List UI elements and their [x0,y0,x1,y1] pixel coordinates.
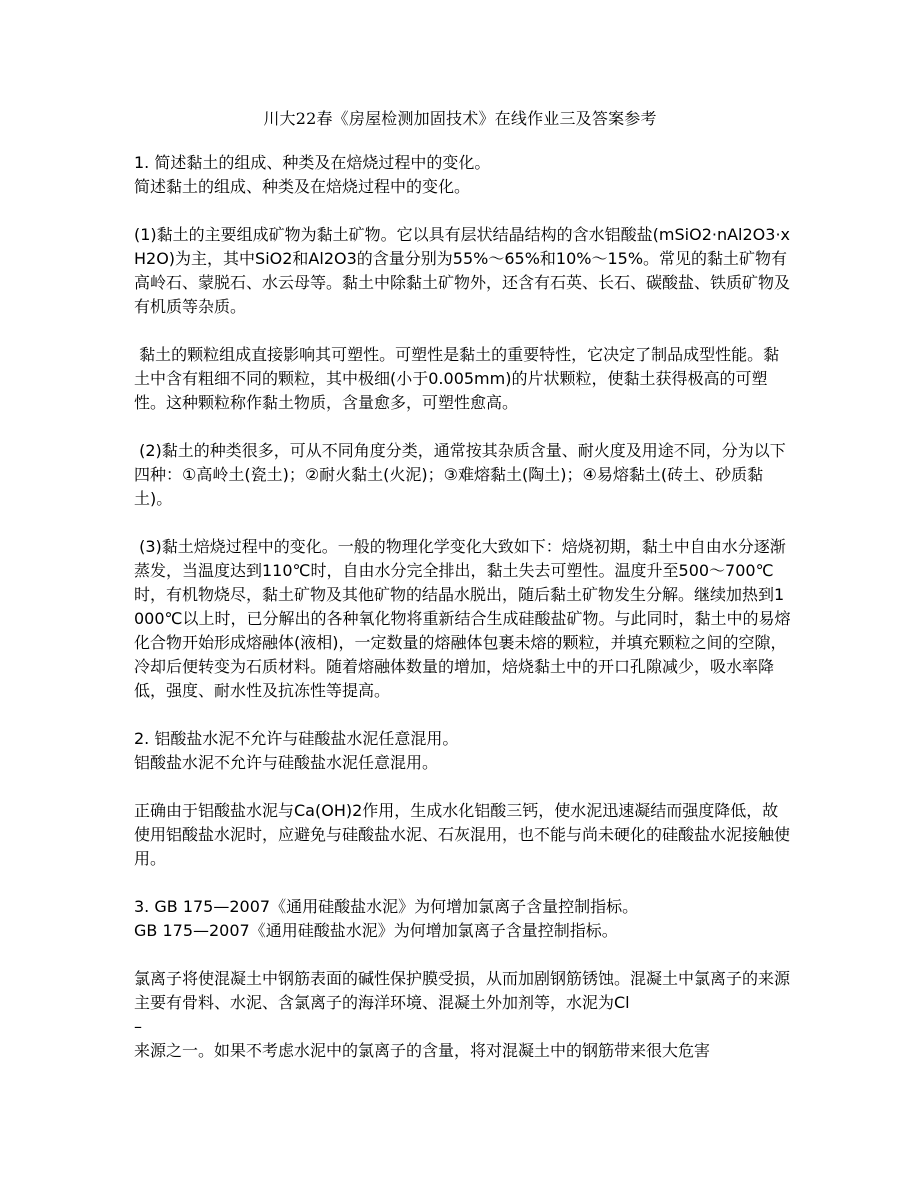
question-2-restated: 铝酸盐水泥不允许与硅酸盐水泥任意混用。 [134,753,439,772]
question-3-heading: 3. GB 175—2007《通用硅酸盐水泥》为何增加氯离子含量控制指标。 [134,897,639,916]
question-3-restated: GB 175—2007《通用硅酸盐水泥》为何增加氯离子含量控制指标。 [134,921,618,940]
question-1-restated: 简述黏土的组成、种类及在焙烧过程中的变化。 [134,177,471,196]
question-3-answer-superscript: – [134,1017,142,1036]
question-1-answer-part-3: (2)黏土的种类很多，可从不同角度分类，通常按其杂质含量、耐火度及用途不同，分为以下四种：①高岭土(瓷土)；②耐火黏土(火泥)；③难熔黏土(陶土)；④易熔黏土(砖土、砂质黏土)。 [134,441,786,508]
question-1-answer-part-1: (1)黏土的主要组成矿物为黏土矿物。它以具有层状结晶结构的含水铝酸盐(mSiO2·nAl2O3·xH2O)为主，其中SiO2和Al2O3的含量分别为55%～65%和10%～15%。常见的黏土矿物有高岭石、蒙脱石、水云母等。黏土中除黏土矿物外，还含有石英、长石、碳酸盐、铁质矿物及有机质等杂质。 [134,225,791,316]
question-1-heading: 1. 简述黏土的组成、种类及在焙烧过程中的变化。 [134,153,491,172]
question-1-answer-part-2: 黏土的颗粒组成直接影响其可塑性。可塑性是黏土的重要特性，它决定了制品成型性能。黏土中含有粗细不同的颗粒，其中极细(小于0.005mm)的片状颗粒，使黏土获得极高的可塑性。这种颗粒称作黏土物质，含量愈多，可塑性愈高。 [134,345,780,412]
question-2-heading: 2. 铝酸盐水泥不允许与硅酸盐水泥任意混用。 [134,729,459,748]
document-body [134,151,794,1063]
question-1-answer-part-4: (3)黏土焙烧过程中的变化。一般的物理化学变化大致如下：焙烧初期，黏土中自由水分逐渐蒸发，当温度达到110℃时，自由水分完全排出，黏土失去可塑性。温度升至500～700℃时，有机物烧尽，黏土矿物及其他矿物的结晶水脱出，随后黏土矿物发生分解。继续加热到1000℃以上时，已分解出的各种氧化物将重新结合生成硅酸盐矿物。与此同时，黏土中的易熔化合物开始形成熔融体(液相)，一定数量的熔融体包裹未熔的颗粒，并填充颗粒之间的空隙，冷却后便转变为石质材料。随着熔融体数量的增加，焙烧黏土中的开口孔隙减少，吸水率降低，强度、耐水性及抗冻性等提高。 [134,537,791,700]
question-2-answer: 正确由于铝酸盐水泥与Ca(OH)2作用，生成水化铝酸三钙，使水泥迅速凝结而强度降低，故使用铝酸盐水泥时，应避免与硅酸盐水泥、石灰混用，也不能与尚未硬化的硅酸盐水泥接触使用。 [134,801,791,868]
question-3-answer-part-2: 来源之一。如果不考虑水泥中的氯离子的含量，将对混凝土中的钢筋带来很大危害 [134,1041,711,1060]
document-title: 川大22春《房屋检测加固技术》在线作业三及答案参考 [263,109,657,128]
question-3-answer-part-1: 氯离子将使混凝土中钢筋表面的碱性保护膜受损，从而加剧钢筋锈蚀。混凝土中氯离子的来源主要有骨料、水泥、含氯离子的海洋环境、混凝土外加剂等，水泥为Cl [134,969,791,1012]
